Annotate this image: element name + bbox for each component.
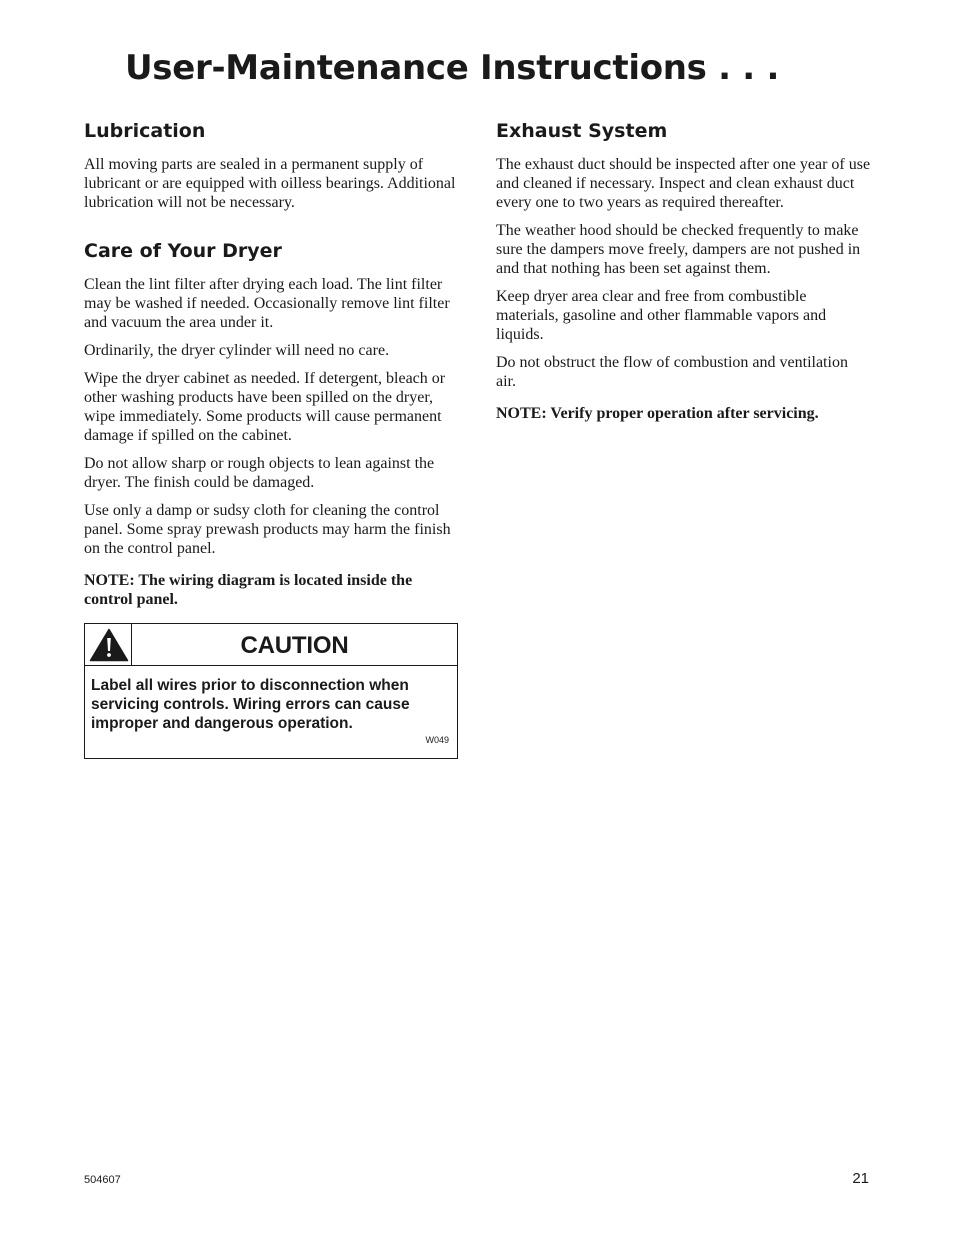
left-column xyxy=(84,118,459,635)
exhaust-section xyxy=(496,118,871,423)
lubrication-section xyxy=(84,118,459,212)
warning-triangle-icon xyxy=(89,628,129,662)
exhaust-paragraph-duct: The exhaust duct should be inspected after one year of use and cleaned if necessary. Inspect and clean exhaust duct every one to two years as required thereafter. xyxy=(496,156,871,211)
care-heading: Care of Your Dryer xyxy=(84,240,282,262)
care-paragraph-lint-filter: Clean the lint filter after drying each load. The lint filter may be washed if needed. Occasionally remove lint filter and vacuum the area under it. xyxy=(84,276,450,331)
care-paragraph-cylinder: Ordinarily, the dryer cylinder will need no care. xyxy=(84,342,390,359)
care-section xyxy=(84,238,459,609)
exhaust-heading: Exhaust System xyxy=(496,120,668,142)
caution-box xyxy=(84,623,458,759)
care-paragraph-control-panel: Use only a damp or sudsy cloth for cleaning the control panel. Some spray prewash products may harm the finish on the control panel. xyxy=(84,502,451,557)
page-number: 21 xyxy=(852,1170,869,1187)
right-column xyxy=(496,118,871,449)
exhaust-paragraph-air-flow: Do not obstruct the flow of combustion and ventilation air. xyxy=(496,354,848,390)
exhaust-paragraph-clear-area: Keep dryer area clear and free from combustible materials, gasoline and other flammable vapors and liquids. xyxy=(496,288,827,343)
caution-code: W049 xyxy=(425,735,449,745)
page-title: User-Maintenance Instructions . . . xyxy=(125,48,780,88)
lubrication-heading: Lubrication xyxy=(84,120,206,142)
caution-label: CAUTION xyxy=(240,632,349,659)
caution-message: Label all wires prior to disconnection when servicing controls. Wiring errors can cause improper and dangerous operation. xyxy=(91,677,410,732)
care-paragraph-cabinet: Wipe the dryer cabinet as needed. If detergent, bleach or other washing products have been spilled on the dryer, wipe immediately. Some products will cause permanent damage if spilled on the cabinet. xyxy=(84,370,446,444)
exhaust-paragraph-weather-hood: The weather hood should be checked frequently to make sure the dampers move freely, dampers are not pushed in and that nothing has been set against them. xyxy=(496,222,861,277)
lubrication-paragraph: All moving parts are sealed in a permanent supply of lubricant or are equipped with oilless bearings. Additional lubrication will not be necessary. xyxy=(84,156,456,211)
caution-header xyxy=(85,624,457,666)
care-paragraph-sharp-objects: Do not allow sharp or rough objects to lean against the dryer. The finish could be damaged. xyxy=(84,455,435,491)
document-number: 504607 xyxy=(84,1174,121,1186)
servicing-note: NOTE: Verify proper operation after servicing. xyxy=(496,405,819,422)
caution-icon-cell xyxy=(85,624,132,665)
wiring-diagram-note: NOTE: The wiring diagram is located inside the control panel. xyxy=(84,572,413,608)
